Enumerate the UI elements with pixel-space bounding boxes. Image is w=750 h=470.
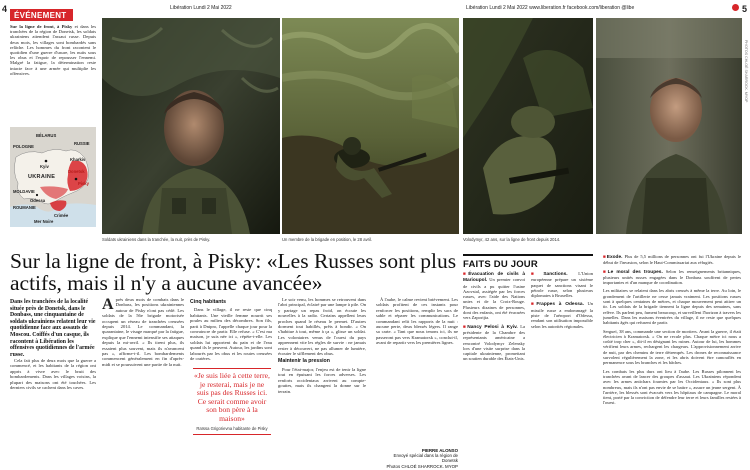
body-column-3: [278, 297, 366, 467]
body-column-4: [376, 297, 458, 445]
article-title: Sur la ligne de front, à Pisky: «Les Russes sont plus actifs, mais il n'y a aucune avancée»: [10, 249, 457, 295]
photo-trench-image: [282, 18, 459, 234]
photo-trench: [282, 18, 459, 234]
faits-item: [463, 324, 525, 362]
photo-soldier-portrait: [102, 18, 280, 234]
section-marker-icon: [732, 4, 739, 11]
photo-portrait-right: [596, 18, 742, 234]
right-page-header: [376, 0, 750, 16]
top-column-text: Les combats les plus durs ont lieu à l'aube. Les Russes pilonnent les tranchées avant de lancer des groupes d'assaut. Les Ukrainiens répondent avec les armes antichars fournies par les Occidentaux. « Ils sont plus nombreux, mais ils n'ont pas envie de se battre », assure un jeune sergent. À l'arrière, les blessés sont évacués vers les hôpitaux de campagne. Le moral tient, porté par la conviction de défendre leur terre et leurs familles restées à l'ouest.: [603, 368, 741, 406]
map-label-black-sea: Mer Noire: [34, 219, 54, 224]
faits-item-text: L'Union européenne prépare un sixième paquet de sanctions visant le pétrole russe, selon plusieurs diplomates à Bruxelles.: [531, 271, 593, 299]
caption-photo-3: Volodymyr, 42 ans, sur la ligne de front depuis 2014.: [463, 237, 561, 242]
faits-item: [463, 271, 525, 321]
body-subheading: Cinq habitants: [190, 299, 227, 305]
body-paragraph: Pour l'état-major, l'enjeu est de tenir la ligne tout en épuisant les forces adverses. Les renforts occidentaux arrivent au compte-gouttes, mais ils changent la donne sur le terrain.: [278, 366, 366, 394]
pull-quote-attribution: Raïssa Grigorievna habitante de Pisky: [196, 425, 268, 431]
body-paragraph: Le soir venu, les hommes se retrouvent dans l'abri principal, éclairé par une lampe à pile. On y partage un repas froid, on écoute les nouvelles à la radio. Certains appellent leurs proches quand le réseau le permet. D'autres dorment tout habillés, prêts à bondir. « On s'habitue à tout, même à ça », glisse un soldat. Les volontaires venus de l'ouest du pays apprennent vite les règles de survie : ne jamais rester à découvert, ne pas allumer de lumière, écouter le sifflement des obus.: [278, 297, 366, 357]
faits-item: [603, 329, 741, 366]
photo-soldier-portrait-image: [102, 18, 280, 234]
ukraine-map: [10, 127, 96, 227]
left-masthead: Libération Lundi 2 Mai 2022: [170, 5, 232, 11]
body-paragraph: Dans le village, il ne reste que cinq habitants. Une vieille femme nourrit ses poules au milieu des décombres. Son fils, parti à Dnipro, l'appelle chaque jour pour la convaincre de partir. Elle refuse. « C'est ma maison, je suis née ici », répète-t-elle. Les soldats lui apportent du pain et de l'eau quand ils le peuvent. Autour, les jardins sont labourés par les obus et les routes creusées de cratères.: [190, 307, 272, 362]
body-subheading: Maintenir la pression: [278, 358, 330, 365]
map-odessa-dot: [36, 194, 38, 196]
faits-du-jour-title: FAITS DU JOUR: [463, 254, 593, 270]
body-lead-text: près deux mois de combats dans le Donbass, les positions ukrainiennes autour de Pisky n'ont pas cédé. Les soldats de la 56e brigade motorisée occupent un réseau de tranchées creusées depuis 2014. Le commandant, la quarantaine, le visage marqué par la fatigue, explique que l'ennemi intensifie ses attaques depuis la mi-avril. « Ils tirent plus, ils essaient plus souvent, mais ils n'avancent pas », affirme-t-il. Les bombardements commencent généralement en fin d'après-midi et se poursuivent une partie de la nuit.: [102, 297, 184, 367]
map-label-kyiv: Kyiv: [40, 164, 49, 169]
faits-item-text: Selon les renseignements britanniques, plusieurs unités russes engagées dans le Donbass souffrent de pertes importantes et d'un manque de coordination.: [603, 268, 741, 286]
faits-item: [603, 288, 741, 325]
photo-portrait-right-image: [596, 18, 742, 234]
faits-column-right: [531, 271, 593, 332]
map-label-crimea: Crimée: [54, 213, 69, 218]
faits-item: [531, 301, 593, 328]
map-kyiv-dot: [45, 160, 48, 163]
faits-item-text: Plus de 5,5 millions de personnes ont fui l'Ukraine depuis le début de l'invasion, selon le Haut-Commissariat aux réfugiés.: [603, 254, 741, 266]
photo-helmet-soldier: [463, 18, 593, 234]
faits-continuation-column: [603, 254, 741, 466]
faits-item-title: ■ Évacuation de civils à Marioupol.: [463, 272, 525, 283]
faits-item-text: Un missile russe a endommagé la piste de l'aéroport d'Odessa, rendant son utilisation impossible selon les autorités régionales.: [531, 301, 593, 329]
caption-photo-2: Un membre de la brigade en position, le 28 avril.: [282, 237, 373, 242]
byline: [378, 448, 458, 469]
body-paragraph: À l'aube, le calme revient brièvement. Les soldats profitent de ces instants pour renforcer les positions, remplir les sacs de sable et réparer les communications. Le commandant relit les rapports de la nuit : aucune perte, deux blessés légers. Il range sa carte. « Tant que nous tenons ici, ils ne passeront pas vers Kramatorsk », conclut-il, avant de repartir vers les premières lignes.: [376, 297, 458, 346]
drop-cap: A: [102, 297, 114, 313]
pull-quote: [193, 368, 271, 435]
intro-lead: Sur la ligne de front, à Pisky: [10, 24, 73, 29]
faits-item: [603, 369, 741, 406]
top-column-text: Les militaires se relaient dans les abris creusés à même la terre. Au loin, le grondement de l'artillerie ne cesse jamais vraiment. Les positions russes sont à quelques centaines de mètres, et chaque mouvement peut attirer un tir. Les soldats de la brigade tiennent la ligne depuis des semaines, sans relève. Ils parlent peu, fument beaucoup, et surveillent l'horizon à travers les jumelles. Dans les maisons éventrées du village, il ne reste que quelques habitants âgés qui refusent de partir.: [603, 288, 741, 326]
map-pisky-dot: [75, 178, 78, 181]
pull-quote-text: «Je suis liée à cette terre, je resterai, mais je ne suis pas des Russes ici. Ce serait comme avoir son bon père à la maison»: [194, 371, 270, 423]
faits-item: [603, 254, 741, 266]
byline-role: Envoyé spécial dans la région de Donetsk: [393, 453, 458, 464]
map-label-ukraine: UKRAINE: [28, 174, 56, 180]
map-label-donetsk: Donetsk: [68, 169, 85, 174]
article-chapo: Dans les tranchées de la localité située près de Donetsk, dans le Donbass, une cinquantaine de soldats ukrainiens relatent leur vie quotidienne face aux assauts de Moscou. Coiffés d'un casque, ils racontent à Libération les offensives quotidiennes de l'armée russe.: [10, 299, 96, 358]
faits-item-text: Un premier convoi de civils a pu quitter l'usine Azovstal, assiégée par les forces russes, avec l'aide des Nations unies et de la Croix-Rouge. Plusieurs dizaines de personnes, dont des enfants, ont été évacuées vers Zaporijia.: [463, 277, 525, 321]
top-column-text: Sergueï, 38 ans, commande une section de mortiers. Avant la guerre, il était électricien à Kramatorsk. « On ne recule plus. Chaque mètre ici nous a coûté trop cher », dit-il en désignant les ruines. Autour de lui, les hommes vérifient leurs armes, rechargent les chargeurs. L'approvisionnement arrive de nuit, par des chemins de terre détrempés. Les drones de reconnaissance survolent régulièrement la zone, et les abris doivent être camouflés en permanence sous les branches et les bâches.: [603, 328, 741, 366]
faits-item-title: ■ Le moral des troupes.: [603, 270, 663, 275]
faits-item-title: ■ Nancy Pelosi à Kyiv.: [463, 325, 518, 330]
map-label-pisky: Pisky: [78, 181, 89, 186]
left-page-number: 4: [2, 4, 8, 14]
section-label: ÉVÉNEMENT: [10, 9, 73, 21]
byline-photos: Photos CHLOÉ SHARROCK. MYOP: [386, 463, 458, 469]
map-label-odessa: Odessa: [30, 198, 46, 203]
caption-photo-1: Soldats ukrainiens dans la tranchée, la nuit, près de Pisky.: [102, 237, 211, 242]
intro-column: [10, 24, 96, 76]
faits-column-left: [463, 271, 525, 365]
body-paragraph-lead: [102, 297, 184, 367]
map-label-kharkiv: Kharkiv: [70, 157, 86, 162]
map-label-moldova: MOLDAVIE: [13, 189, 35, 194]
faits-item-text: La présidente de la Chambre des représentants américaine a rencontré Volodymyr Zelensky lors d'une visite surprise dans la capitale ukrainienne, promettant un soutien durable des États-Unis.: [463, 323, 525, 362]
faits-item-title: ■ Sanctions.: [531, 272, 568, 277]
faits-du-jour-box: [463, 254, 593, 466]
right-masthead: Libération Lundi 2 Mai 2022 www.liberation.fr facebook.com/liberation @libe: [466, 5, 635, 11]
body-column-1: [102, 297, 184, 467]
map-label-belarus: BÉLARUS: [36, 133, 57, 138]
right-page-number: 5: [742, 4, 748, 14]
faits-item-title: ■ Frappes à Odessa.: [531, 302, 584, 307]
body-paragraph: Cela fait plus de deux mois que la guerre a commencé, et les habitants de la région ont appris à vivre avec le bruit des bombardements. Dans les villages voisins, la plupart des maisons ont été touchées. Les derniers civils se cachent dans les caves.: [10, 358, 96, 391]
faits-item: [531, 271, 593, 298]
faits-item: [603, 269, 741, 286]
body-column-0: [10, 358, 96, 466]
faits-item-title: ■ Exode.: [603, 255, 622, 260]
map-label-romania: ROUMANIE: [13, 205, 36, 210]
intro-text: et dans les tranchées de la région de Donetsk, les soldats ukrainiens attendent l'assaut russe. Depuis deux mois, les villages sont bombardés sans relâche. Les hommes du front racontent le quotidien d'une guerre d'usure, les nuits sous les obus et l'espoir de repousser l'ennemi. Malgré la fatigue, la détermination reste intacte face à une armée qui multiplie les offensives.: [10, 24, 96, 76]
photo-credit: PHOTOS CHLOÉ SHARROCK. MYOP: [744, 40, 748, 103]
photo-helmet-soldier-image: [463, 18, 593, 234]
map-label-russia: RUSSIE: [74, 141, 90, 146]
byline-author: PIERRE ALONSO: [421, 448, 458, 453]
map-label-poland: POLOGNE: [13, 144, 34, 149]
